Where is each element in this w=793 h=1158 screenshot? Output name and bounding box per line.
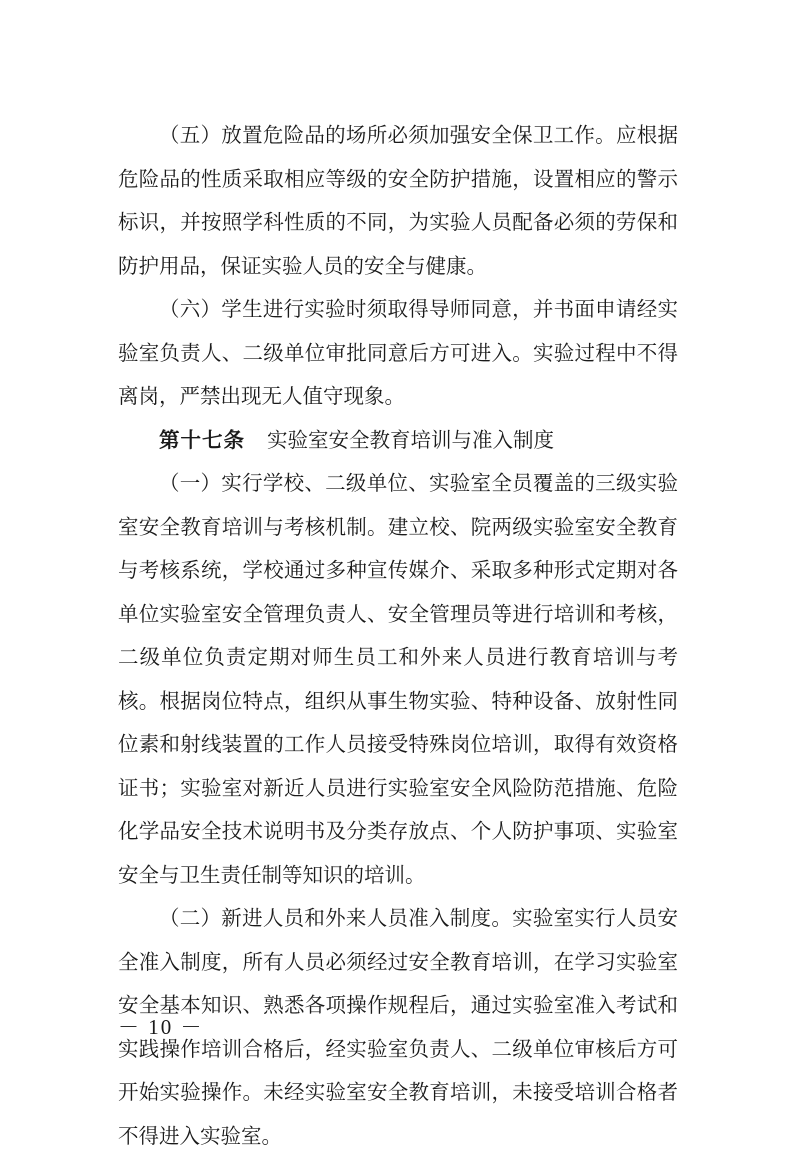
text-line: 全准入制度，所有人员必须经过安全教育培训，在学习实验室 [118, 941, 678, 985]
text-line: 标识，并按照学科性质的不同，为实验人员配备必须的劳保和 [118, 201, 678, 245]
text-line: 化学品安全技术说明书及分类存放点、个人防护事项、实验室 [118, 810, 678, 854]
text-line: 核。根据岗位特点，组织从事生物实验、特种设备、放射性同 [118, 680, 678, 724]
article-number: 第十七条 [159, 428, 245, 452]
text-line: 安全基本知识、熟悉各项操作规程后，通过实验室准入考试和 [118, 984, 678, 1028]
text-line: 防护用品，保证实验人员的安全与健康。 [118, 245, 678, 289]
text-line: 室安全教育培训与考核机制。建立校、院两级实验室安全教育 [118, 506, 678, 550]
article-heading [118, 419, 678, 463]
text-line: 实践操作培训合格后，经实验室负责人、二级单位审核后方可 [118, 1028, 678, 1072]
text-line: （五）放置危险品的场所必须加强安全保卫工作。应根据 [118, 114, 678, 158]
page-number: － 10 － [118, 1012, 204, 1042]
text-line: （六）学生进行实验时须取得导师同意，并书面申请经实 [118, 288, 678, 332]
text-line: 不得进入实验室。 [118, 1115, 678, 1158]
text-line: 危险品的性质采取相应等级的安全防护措施，设置相应的警示 [118, 158, 678, 202]
document-body [118, 114, 678, 1158]
paragraph-item-6 [118, 288, 678, 419]
text-line: （一）实行学校、二级单位、实验室全员覆盖的三级实验 [118, 462, 678, 506]
paragraph-item-5 [118, 114, 678, 288]
text-line: 验室负责人、二级单位审批同意后方可进入。实验过程中不得 [118, 332, 678, 376]
text-line: 二级单位负责定期对师生员工和外来人员进行教育培训与考 [118, 636, 678, 680]
text-line: 单位实验室安全管理负责人、安全管理员等进行培训和考核， [118, 593, 678, 637]
text-line: 安全与卫生责任制等知识的培训。 [118, 854, 678, 898]
text-line: 位素和射线装置的工作人员接受特殊岗位培训，取得有效资格 [118, 723, 678, 767]
text-line: 证书；实验室对新近人员进行实验室安全风险防范措施、危险 [118, 767, 678, 811]
text-line: 开始实验操作。未经实验室安全教育培训，未接受培训合格者 [118, 1071, 678, 1115]
text-line: 离岗，严禁出现无人值守现象。 [118, 375, 678, 419]
article-title: 实验室安全教育培训与准入制度 [267, 428, 554, 452]
paragraph-item-1 [118, 462, 678, 897]
text-line: （二）新进人员和外来人员准入制度。实验室实行人员安 [118, 897, 678, 941]
text-line: 与考核系统，学校通过多种宣传媒介、采取多种形式定期对各 [118, 549, 678, 593]
